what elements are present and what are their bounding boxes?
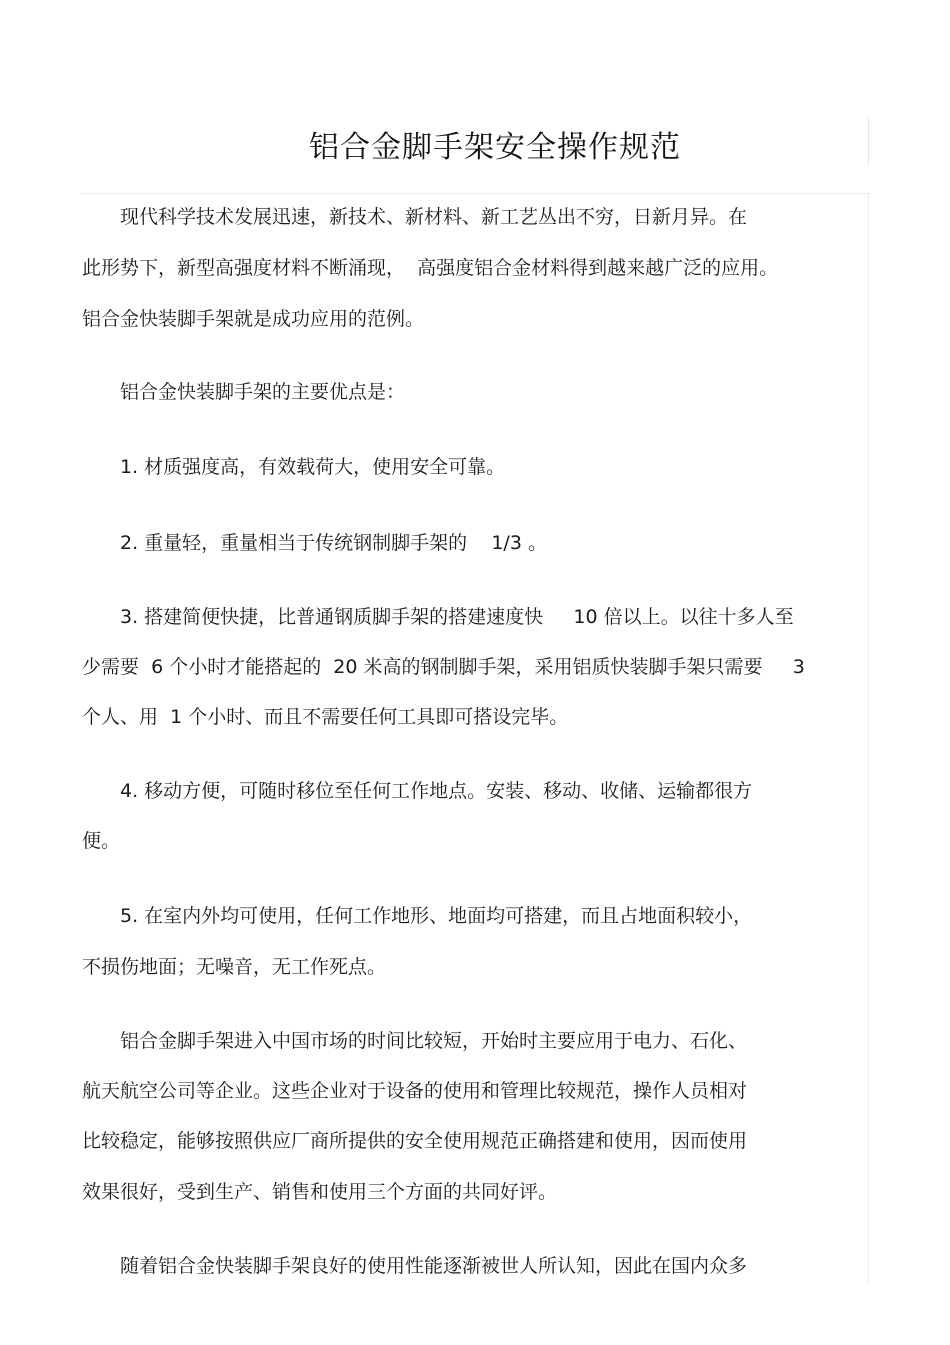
advantage-item-4-line-1: 4. 移动方便，可随时移位至任何工作地点。安装、移动、收储、运输都很方 xyxy=(120,780,753,802)
paragraph-intro-line-3: 铝合金快装脚手架就是成功应用的范例。 xyxy=(82,308,425,330)
paragraph-market-line-2: 航天航空公司等企业。这些企业对于设备的使用和管理比较规范，操作人员相对 xyxy=(82,1080,748,1102)
advantage-item-4-line-2: 便。 xyxy=(82,830,121,852)
title-margin-rule xyxy=(868,118,869,166)
advantage-item-1: 1. 材质强度高，有效载荷大，使用安全可靠。 xyxy=(120,456,506,478)
advantage-item-3-line-1: 3. 搭建简便快捷，比普通钢质脚手架的搭建速度快 10 倍以上。以往十多人至 xyxy=(120,606,794,628)
paragraph-market-line-4: 效果很好，受到生产、销售和使用三个方面的共同好评。 xyxy=(82,1181,558,1203)
paragraph-intro-line-2: 此形势下，新型高强度材料不断涌现， 高强度铝合金材料得到越来越广泛的应用。 xyxy=(82,257,779,279)
paragraph-intro-line-1: 现代科学技术发展迅速，新技术、新材料、新工艺丛出不穷，日新月异。在 xyxy=(120,206,748,228)
advantage-item-3-line-3: 个人、用 1 个小时、而且不需要任何工具即可搭设完毕。 xyxy=(82,706,569,728)
paragraph-market-line-3: 比较稳定，能够按照供应厂商所提供的安全使用规范正确搭建和使用，因而使用 xyxy=(82,1130,748,1152)
advantage-item-3-line-2: 少需要 6 个小时才能搭起的 20 米高的钢制脚手架，采用铝质快装脚手架只需要 3 xyxy=(82,656,805,678)
advantages-heading: 铝合金快装脚手架的主要优点是： xyxy=(120,381,406,403)
paragraph-final-line-1: 随着铝合金快装脚手架良好的使用性能逐渐被世人所认知，因此在国内众多 xyxy=(120,1255,748,1277)
paragraph-market-line-1: 铝合金脚手架进入中国市场的时间比较短，开始时主要应用于电力、石化、 xyxy=(120,1030,748,1052)
document-title: 铝合金脚手架安全操作规范 xyxy=(309,130,681,165)
advantage-item-5-line-2: 不损伤地面；无噪音，无工作死点。 xyxy=(82,956,387,978)
advantage-item-5-line-1: 5. 在室内外均可使用，任何工作地形、地面均可搭建，而且占地面积较小， xyxy=(120,905,753,927)
header-divider xyxy=(80,193,869,194)
advantage-item-2: 2. 重量轻，重量相当于传统钢制脚手架的 1/3 。 xyxy=(120,532,547,554)
right-margin-rule xyxy=(868,193,869,1285)
